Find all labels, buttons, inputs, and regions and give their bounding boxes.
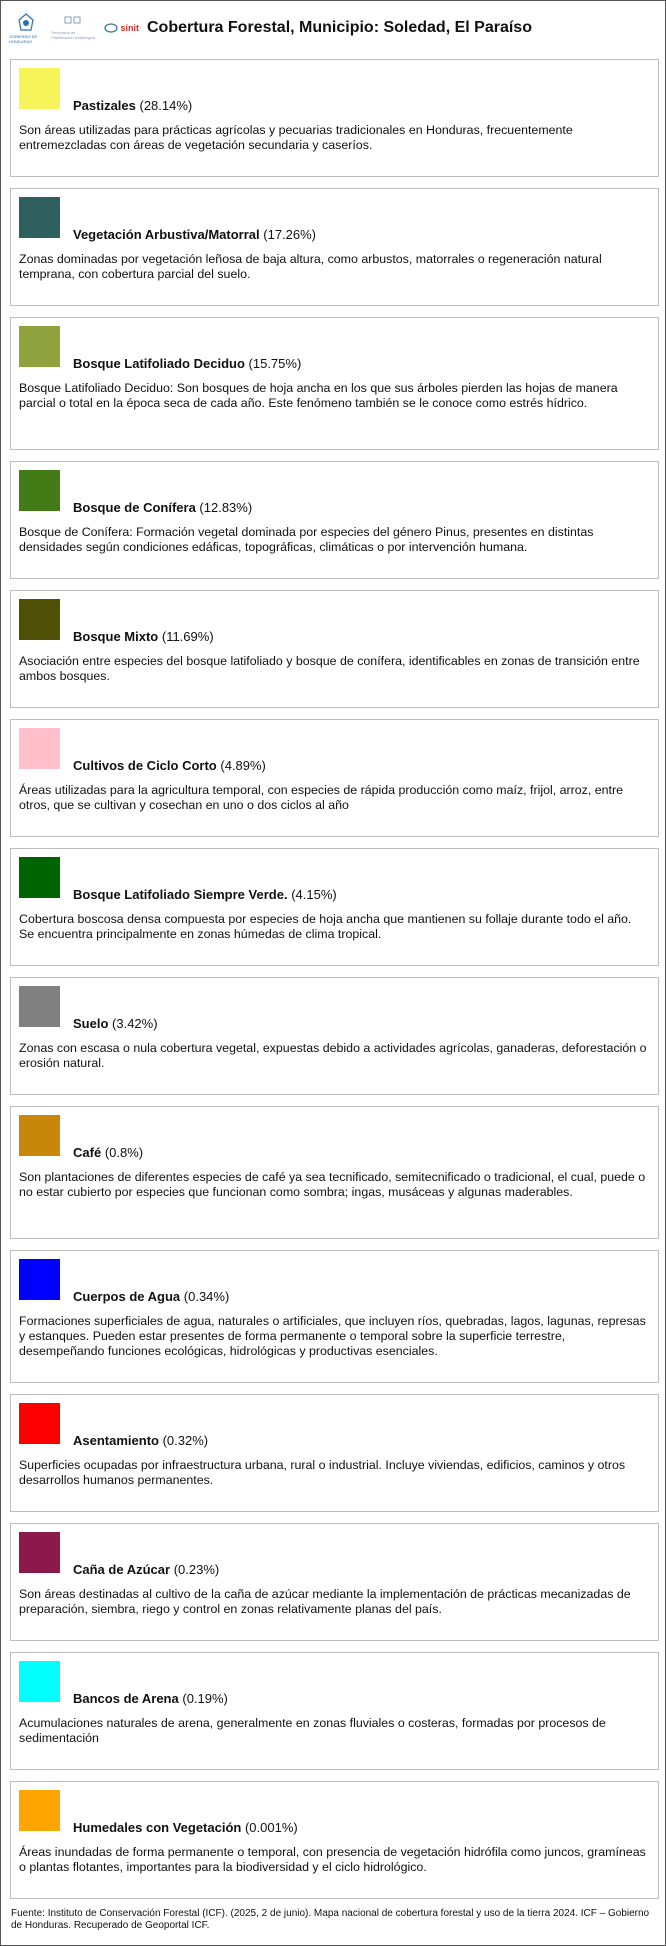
legend-card	[10, 1523, 659, 1641]
category-description: Bosque Latifoliado Deciduo: Son bosques de hoja ancha en los que sus árboles pierden las hojas de manera parcial o total en la época seca de cada año. Este fenómeno también se le conoce como estrés hídrico.	[19, 381, 618, 410]
legend-heading	[73, 758, 266, 773]
category-name: Vegetación Arbustiva/Matorral	[73, 227, 260, 242]
color-swatch	[19, 197, 60, 238]
category-description: Superficies ocupadas por infraestructura urbana, rural o industrial. Incluye viviendas, edificios, caminos y otros desarrollos humanos permanentes.	[19, 1458, 626, 1487]
legend-heading	[73, 1562, 219, 1577]
category-percent: (15.75%)	[248, 356, 302, 371]
color-swatch	[19, 68, 60, 109]
source-citation: Fuente: Instituto de Conservación Forestal (ICF). (2025, 2 de junio). Mapa nacional de cobertura forestal y uso de la tierra 2024. ICF – Gobierno de Honduras. Recuperado de Geoportal ICF.	[11, 1908, 650, 1931]
color-swatch	[19, 1790, 60, 1831]
category-percent: (12.83%)	[199, 500, 253, 515]
category-name: Bosque Mixto	[73, 629, 159, 644]
legend-heading	[73, 1145, 143, 1160]
category-percent: (4.15%)	[291, 887, 337, 902]
legend-card	[10, 1106, 659, 1239]
category-name: Bancos de Arena	[73, 1691, 179, 1706]
category-description: Bosque de Conífera: Formación vegetal dominada por especies del género Pinus, presentes en distintas densidades según condiciones edáficas, topográficas, climáticas o por intervención humana.	[19, 525, 594, 554]
legend-heading	[73, 1433, 208, 1448]
legend-card	[10, 1781, 659, 1899]
color-swatch	[19, 1532, 60, 1573]
category-percent: (0.19%)	[182, 1691, 228, 1706]
category-description: Son áreas destinadas al cultivo de la caña de azúcar mediante la implementación de prácticas mecanizadas de preparación, siembra, riego y control en zonas relativamente planas del país.	[19, 1587, 631, 1616]
color-swatch	[19, 1403, 60, 1444]
category-description: Formaciones superficiales de agua, naturales o artificiales, que incluyen ríos, quebradas, lagos, lagunas, represas y estanques. Pueden estar presentes de forma permanente o temporal sobre la superficie terrestre, desempeñando funciones ecológicas, hidrológicas y productivas esenciales.	[19, 1314, 646, 1358]
page-title: Cobertura Forestal, Municipio: Soledad, El Paraíso	[147, 19, 532, 36]
category-percent: (3.42%)	[112, 1016, 158, 1031]
header	[1, 1, 665, 55]
category-description: Áreas utilizadas para la agricultura temporal, con especies de rápida producción como maíz, frijol, arroz, entre otros, que se cultivan y cosechan en uno o dos ciclos al año	[19, 783, 623, 812]
legend-card	[10, 1250, 659, 1383]
color-swatch	[19, 599, 60, 640]
logo-strip	[9, 12, 139, 44]
legend-card	[10, 59, 659, 177]
legend-heading	[73, 887, 337, 902]
category-description: Zonas con escasa o nula cobertura vegetal, expuestas debido a actividades agrícolas, ganaderas, deforestación o erosión natural.	[19, 1041, 647, 1070]
category-percent: (4.89%)	[220, 758, 266, 773]
category-name: Pastizales	[73, 98, 136, 113]
category-name: Humedales con Vegetación	[73, 1820, 242, 1835]
category-percent: (0.8%)	[104, 1145, 144, 1160]
category-percent: (0.23%)	[173, 1562, 220, 1577]
legend-heading	[73, 500, 252, 515]
category-description: Áreas inundadas de forma permanente o temporal, con presencia de vegetación hidrófila como juncos, gramíneas o plantas flotantes, importantes para la biodiversidad y el ciclo hidrológico.	[19, 1845, 646, 1874]
category-name: Cuerpos de Agua	[73, 1289, 181, 1304]
legend-heading	[73, 356, 301, 371]
category-description: Asociación entre especies del bosque latifoliado y bosque de conífera, identificables en zonas de transición entre ambos bosques.	[19, 654, 640, 683]
sinit-logo-icon	[104, 23, 139, 33]
category-name: Bosque de Conífera	[73, 500, 196, 515]
category-name: Cultivos de Ciclo Corto	[73, 758, 217, 773]
color-swatch	[19, 1661, 60, 1702]
category-name: Bosque Latifoliado Deciduo	[73, 356, 245, 371]
legend-card	[10, 977, 659, 1095]
gov-logo-text: GOBIERNO DE HONDURAS	[9, 34, 38, 44]
color-swatch	[19, 470, 60, 511]
category-name: Café	[73, 1145, 102, 1160]
legend-card	[10, 188, 659, 306]
legend-card	[10, 719, 659, 837]
category-description: Son plantaciones de diferentes especies de café ya sea tecnificado, semitecnificado o tradicional, el cual, puede o no estar cubierto por especies que funcionan como sombra; ingas, musáceas y algunas maderables.	[19, 1170, 646, 1199]
color-swatch	[19, 986, 60, 1027]
legend-card	[10, 848, 659, 966]
legend-heading	[73, 1289, 229, 1304]
category-percent: (0.001%)	[244, 1820, 298, 1835]
legend-card	[10, 461, 659, 579]
color-swatch	[19, 728, 60, 769]
legend-heading	[73, 1691, 228, 1706]
legend-card	[10, 317, 659, 450]
category-percent: (0.34%)	[183, 1289, 230, 1304]
category-description: Acumulaciones naturales de arena, generalmente en zonas fluviales o costeras, formadas por procesos de sedimentación	[19, 1716, 606, 1745]
color-swatch	[19, 1115, 60, 1156]
legend-heading	[73, 629, 214, 644]
legend-heading	[73, 1016, 158, 1031]
legend-card	[10, 1394, 659, 1512]
category-percent: (11.69%)	[161, 629, 214, 644]
color-swatch	[19, 1259, 60, 1300]
category-percent: (17.26%)	[263, 227, 317, 242]
category-description: Zonas dominadas por vegetación leñosa de baja altura, como arbustos, matorrales o regeneración natural temprana, con cobertura parcial del suelo.	[19, 252, 602, 281]
legend-heading	[73, 98, 192, 113]
legend-heading	[73, 1820, 298, 1835]
legend-card	[10, 590, 659, 708]
color-swatch	[19, 857, 60, 898]
category-description: Son áreas utilizadas para prácticas agrícolas y pecuarias tradicionales en Honduras, frecuentemente entremezcladas con áreas de vegetación secundaria y caseríos.	[19, 123, 573, 152]
honduras-emblem-icon	[9, 12, 43, 44]
category-percent: (28.14%)	[139, 98, 193, 113]
category-name: Suelo	[73, 1016, 109, 1031]
category-name: Caña de Azúcar	[73, 1562, 171, 1577]
category-percent: (0.32%)	[162, 1433, 209, 1448]
color-swatch	[19, 326, 60, 367]
ministry-logo-text: Secretaría de Planificación Estratégica	[51, 30, 95, 40]
category-name: Asentamiento	[73, 1433, 159, 1448]
category-description: Cobertura boscosa densa compuesta por especies de hoja ancha que mantienen su follaje durante todo el año. Se encuentra principalmente en zonas húmedas de clima tropical.	[19, 912, 632, 941]
legend-heading	[73, 227, 316, 242]
ministry-logo-icon	[51, 16, 96, 40]
category-name: Bosque Latifoliado Siempre Verde.	[73, 887, 288, 902]
sinit-logo-text: sinit	[120, 22, 139, 33]
legend-card	[10, 1652, 659, 1770]
